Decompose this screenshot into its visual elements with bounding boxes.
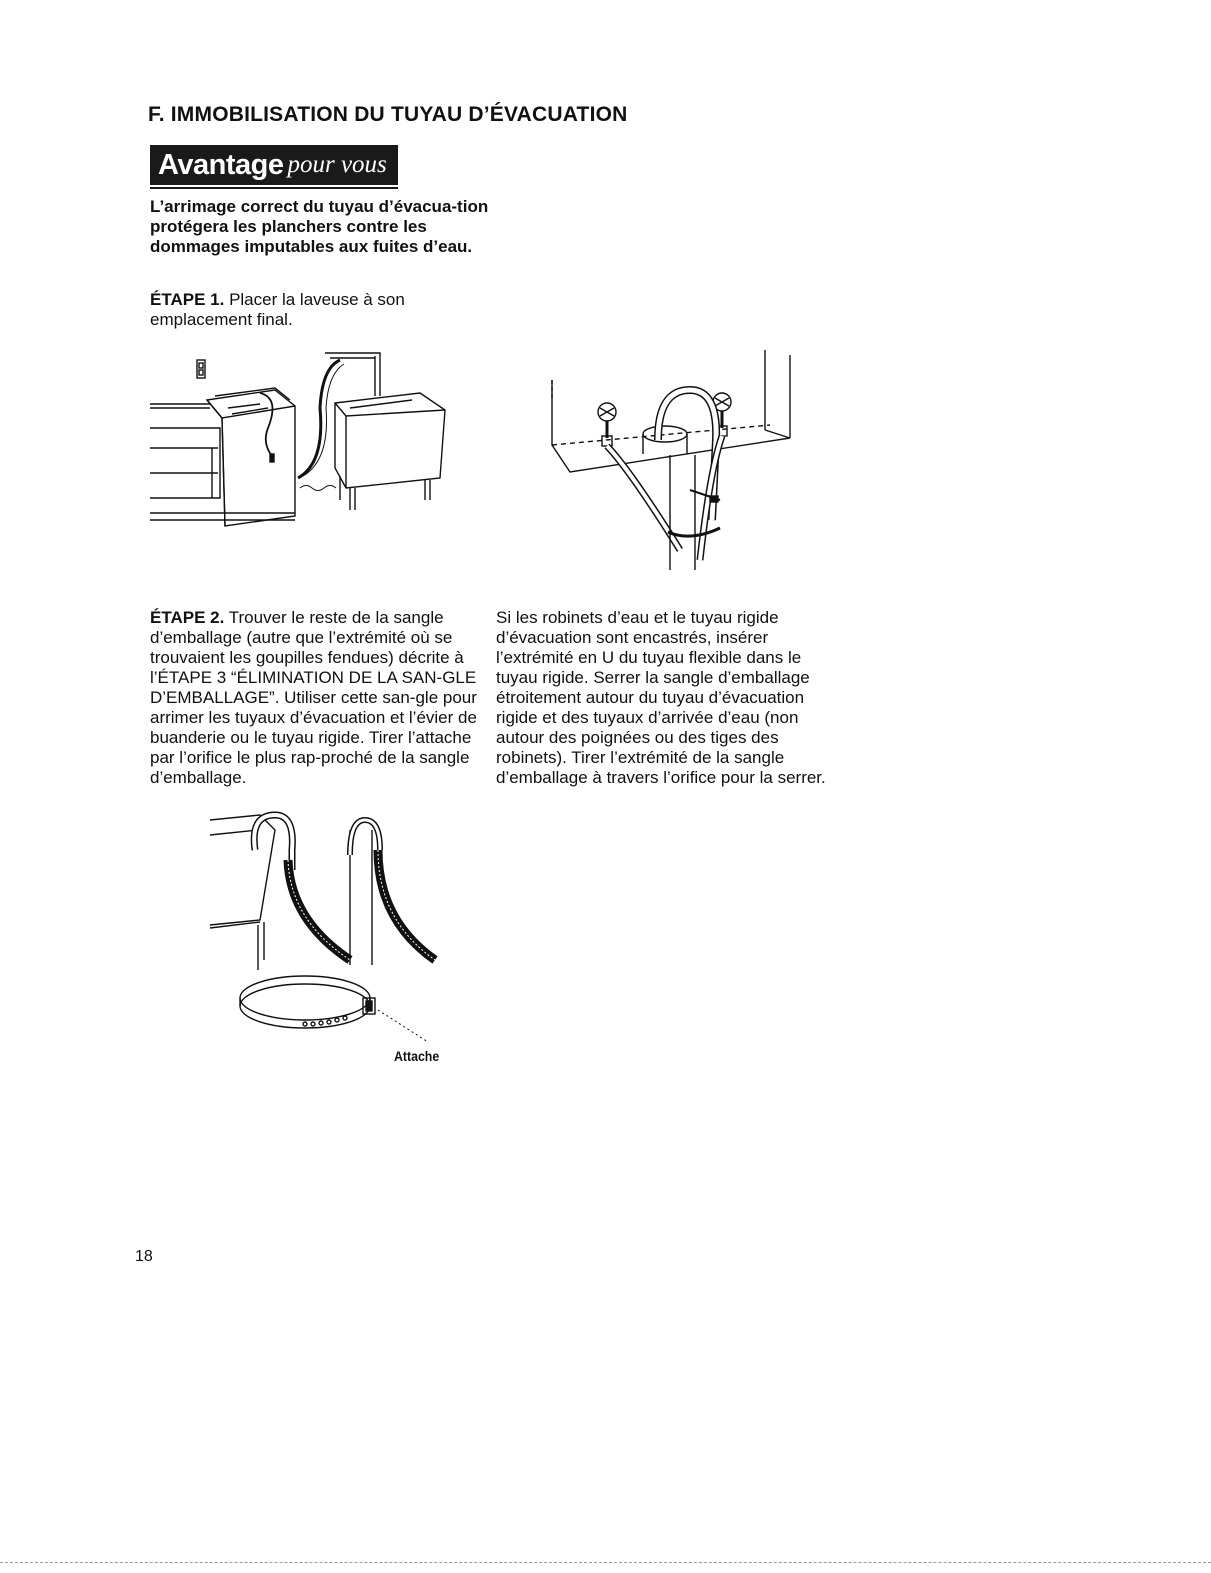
step-1-label: ÉTAPE 1. [150,290,225,309]
avantage-badge [150,145,398,185]
washer-laundry-tub-illustration [150,348,450,530]
attache-callout-label: Attache [394,1048,440,1064]
step-1-paragraph [150,290,460,330]
step-2-text: Trouver le reste de la sangle d’emballage (autre que l’extrémité où se trouvaient les goupilles fendues) décrite à l’ÉTAPE 3 “ÉLIMINATION DE LA SAN-GLE D’EMBALLAGE”. Utiliser cette san-gle pour arrimer les tuyaux d’évacuation et l’évier de buanderie ou le tuyau rigide. Tirer l’attache par l’orifice le plus rap-proché de la sangle d’emballage. [150,608,477,787]
step-1-text: Placer la laveuse à son emplacement final. [150,290,405,329]
recessed-faucets-paragraph: Si les robinets d’eau et le tuyau rigide d’évacuation sont encastrés, insérer l’extrémité en U du tuyau flexible dans le tuyau rigide. Serrer la sangle d’emballage étroitement autour du tuyau d’évacuation rigide et des tuyaux d’arrivée d’eau (non autour des poignées ou des tiges des robinets). Tirer l’extrémité de la sangle d’emballage à travers l’orifice pour la serrer. [496,608,826,787]
badge-word: Avantage [158,148,284,181]
section-title: F. IMMOBILISATION DU TUYAU D’ÉVACUATION [148,103,628,126]
intro-paragraph: L’arrimage correct du tuyau d’évacua-tion protégera les planchers contre les dommages imputables aux fuites d’eau. [150,197,489,256]
recessed-faucets-standpipe-illustration [540,350,795,580]
strap-attachment-illustration [200,810,460,1060]
badge-italic: pour vous [287,151,387,178]
step-2-paragraph [150,608,495,788]
badge-underline [150,187,398,189]
step-2-label: ÉTAPE 2. [150,608,225,627]
bottom-scan-rule [0,1562,1211,1563]
page-number: 18 [135,1248,153,1265]
